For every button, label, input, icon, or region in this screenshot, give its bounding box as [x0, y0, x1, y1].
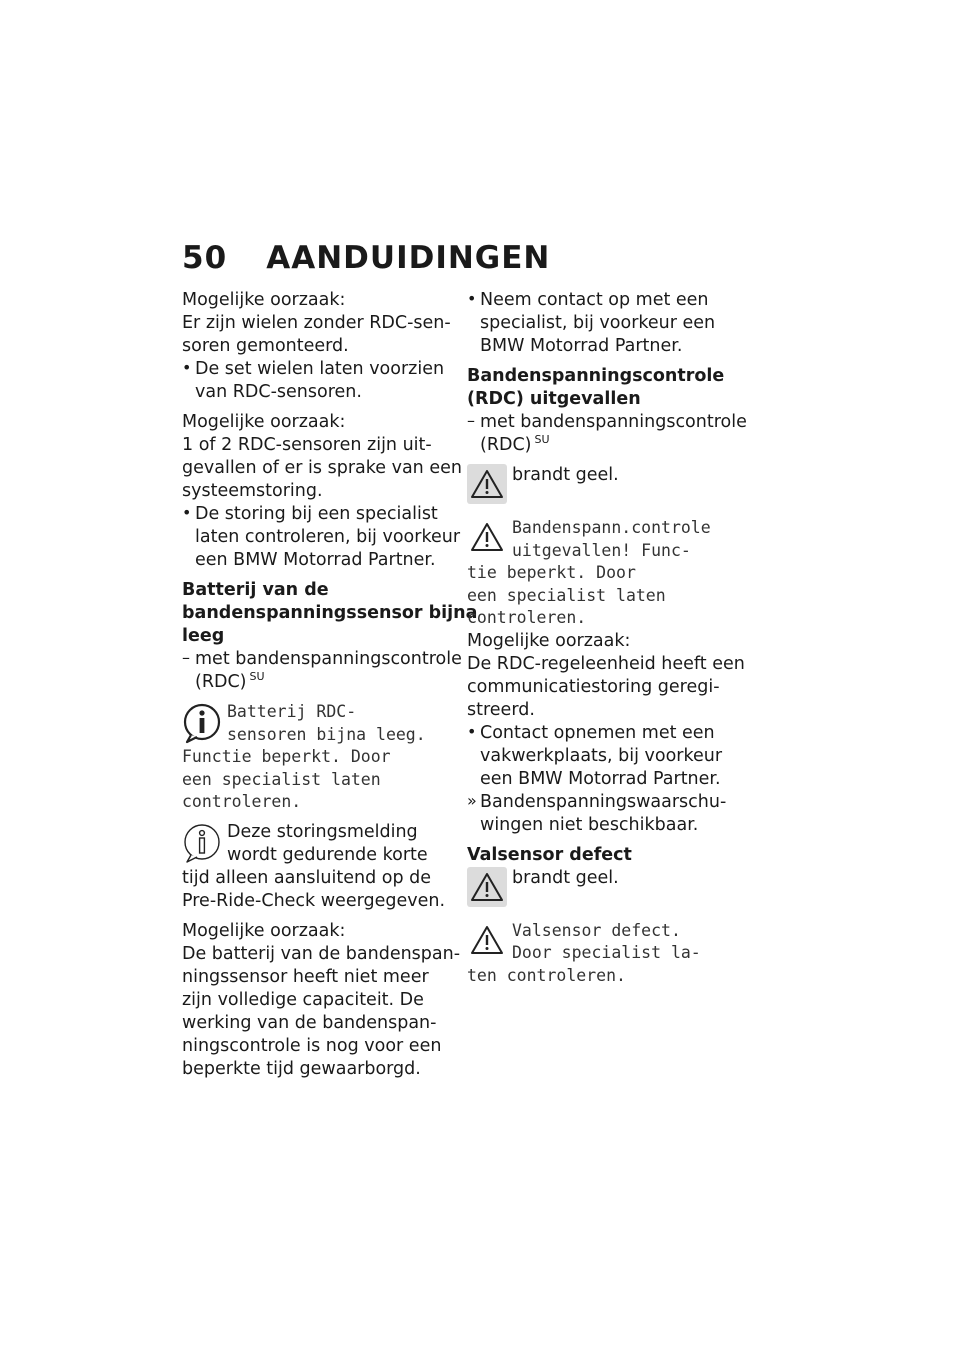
- right-column: [467, 289, 752, 987]
- condition-item: – met bandenspanningscontrole (RDC) $^{SU}$: [467, 411, 752, 457]
- cause-label: Mogelijke oorzaak:: [182, 412, 346, 432]
- display-message: Bandenspann.controle uitgevallen! Func- tie beperkt. Door een specialist laten controleren.: [467, 518, 711, 627]
- cause-text: Er zijn wielen zonder RDC-sen-: [182, 313, 451, 333]
- cause-text: zijn volledige capaciteit. De: [182, 989, 424, 1010]
- cause-label: Mogelijke oorzaak:: [182, 290, 346, 310]
- display-message: Batterij RDC- sensoren bijna leeg. Functie beperkt. Door een specialist laten controleren.: [182, 702, 426, 811]
- cause-text: ningscontrole is nog voor een: [182, 1035, 442, 1056]
- cause-text: 1 of 2 RDC-sensoren zijn uit-: [182, 435, 432, 455]
- chapter-title: AANDUIDINGEN: [266, 240, 551, 276]
- equipment-code: SU: [534, 433, 550, 447]
- cause-text: beperkte tijd gewaarborgd.: [182, 1058, 421, 1079]
- info-outline-icon: [182, 821, 222, 865]
- section-heading: Bandenspanningscontrole: [467, 366, 725, 386]
- cause-text: streerd.: [467, 699, 535, 720]
- cause-label: Mogelijke oorzaak:: [467, 630, 631, 651]
- cause-text: De RDC-regeleenheid heeft een: [467, 653, 745, 674]
- cause-text: ningssensor heeft niet meer: [182, 966, 429, 987]
- warning-light-row: [467, 464, 752, 510]
- section-heading: leeg: [182, 626, 225, 646]
- light-status: brandt geel.: [512, 465, 619, 485]
- page-header: [182, 240, 550, 280]
- condition-item: – met bandenspanningscontrole (RDC) $^{SU}$: [182, 648, 452, 694]
- action-item: • De set wielen laten voorzien van RDC-sensoren.: [182, 358, 452, 404]
- action-item: • Contact opnemen met een vakwerkplaats, bij voorkeur een BMW Motorrad Partner.: [467, 722, 752, 791]
- cause-text: gevallen of er is sprake van een: [182, 458, 462, 478]
- warning-triangle-icon: [467, 867, 507, 907]
- warning-light-row: [467, 867, 752, 913]
- cause-text: soren gemonteerd.: [182, 336, 349, 356]
- info-note: Deze storingsmelding wordt gedurende korte tijd alleen aansluitend op de Pre-Ride-Check weergegeven.: [182, 821, 446, 911]
- cause-text: systeemstoring.: [182, 481, 323, 501]
- warning-triangle-icon: [467, 517, 507, 557]
- cause-text: werking van de bandenspan-: [182, 1012, 437, 1033]
- warning-triangle-icon: [467, 464, 507, 504]
- result-item: » Bandenspanningswaarschu- wingen niet beschikbaar.: [467, 791, 752, 837]
- display-message: Valsensor defect. Door specialist la- ten controleren.: [467, 920, 701, 985]
- section-heading: Valsensor defect: [467, 844, 632, 865]
- cause-text: De batterij van de bandenspan-: [182, 943, 461, 964]
- section-heading: (RDC) uitgevallen: [467, 389, 641, 409]
- equipment-code: SU: [249, 670, 265, 684]
- cause-label: Mogelijke oorzaak:: [182, 920, 346, 941]
- page-number: 50: [182, 240, 228, 276]
- cause-text: communicatiestoring geregi-: [467, 676, 720, 697]
- light-status: brandt geel.: [512, 867, 619, 888]
- section-heading: bandenspanningssensor bijna: [182, 603, 478, 623]
- left-column: [182, 289, 478, 1081]
- action-item: • Neem contact op met een specialist, bij voorkeur een BMW Motorrad Partner.: [467, 289, 752, 358]
- warning-triangle-icon: [467, 920, 507, 960]
- info-icon: [182, 701, 222, 745]
- action-item: • De storing bij een specialist laten controleren, bij voorkeur een BMW Motorrad Partner.: [182, 503, 452, 572]
- section-heading: Batterij van de: [182, 580, 329, 600]
